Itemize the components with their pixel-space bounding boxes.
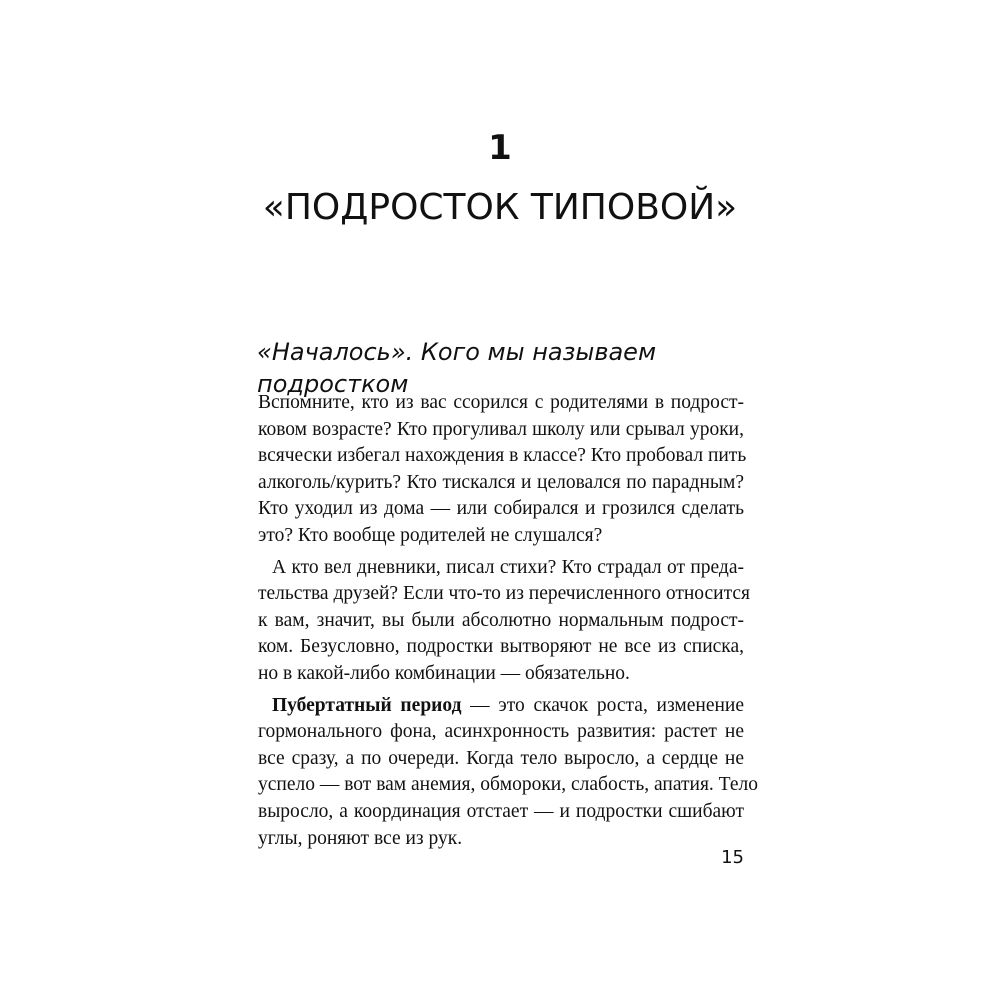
paragraph-1 [258, 390, 747, 550]
text-line: алкоголь/курить? Кто тискался и целовался по парадным? [258, 471, 744, 493]
page-number: 15 [721, 847, 744, 868]
text-line: успело — вот вам анемия, обмороки, слабость, апатия. Тело [258, 774, 758, 796]
text-line [258, 555, 744, 582]
text-line [258, 693, 744, 720]
text-line: к вам, значит, вы были абсолютно нормальным подрост- [258, 609, 744, 631]
body-text [258, 390, 758, 852]
text-line: но в какой-либо комбинации — обязательно. [258, 662, 630, 684]
text-line: ковом возрасте? Кто прогуливал школу или срывал уроки, [258, 418, 744, 440]
paragraph-2 [258, 555, 750, 688]
text-line-content: А кто вел дневники, писал стихи? Кто страдал от преда- [272, 556, 744, 578]
text-line: Кто уходил из дома — или собирался и грозился сделать [258, 498, 744, 520]
text-line: тельства друзей? Если что-то из перечисленного относится [258, 583, 750, 605]
section-heading: «Началось». Кого мы называем подростком [257, 338, 657, 398]
text-line: выросло, а координация отстает — и подростки сшибают [258, 800, 744, 822]
text-line: всячески избегал нахождения в классе? Кто пробовал пить [258, 445, 747, 467]
text-line: все сразу, а по очереди. Когда тело выросло, а сердце не [258, 747, 744, 769]
chapter-number: 1 [488, 128, 512, 168]
text-line: ком. Безусловно, подростки вытворяют не все из списка, [258, 636, 744, 658]
text-line: углы, роняют все из рук. [258, 827, 463, 849]
bold-term: Пубертатный период [272, 694, 462, 716]
text-line: это? Кто вообще родителей не слушался? [258, 524, 603, 546]
text-line: Вспомните, кто из вас ссорился с родителями в подрост- [258, 392, 744, 413]
text-line-content: — это скачок роста, изменение [461, 694, 744, 716]
chapter-title: «ПОДРОСТОК ТИПОВОЙ» [262, 187, 738, 228]
paragraph-3 [258, 693, 758, 853]
text-line: гормонального фона, асинхронность развития: растет не [258, 721, 744, 743]
